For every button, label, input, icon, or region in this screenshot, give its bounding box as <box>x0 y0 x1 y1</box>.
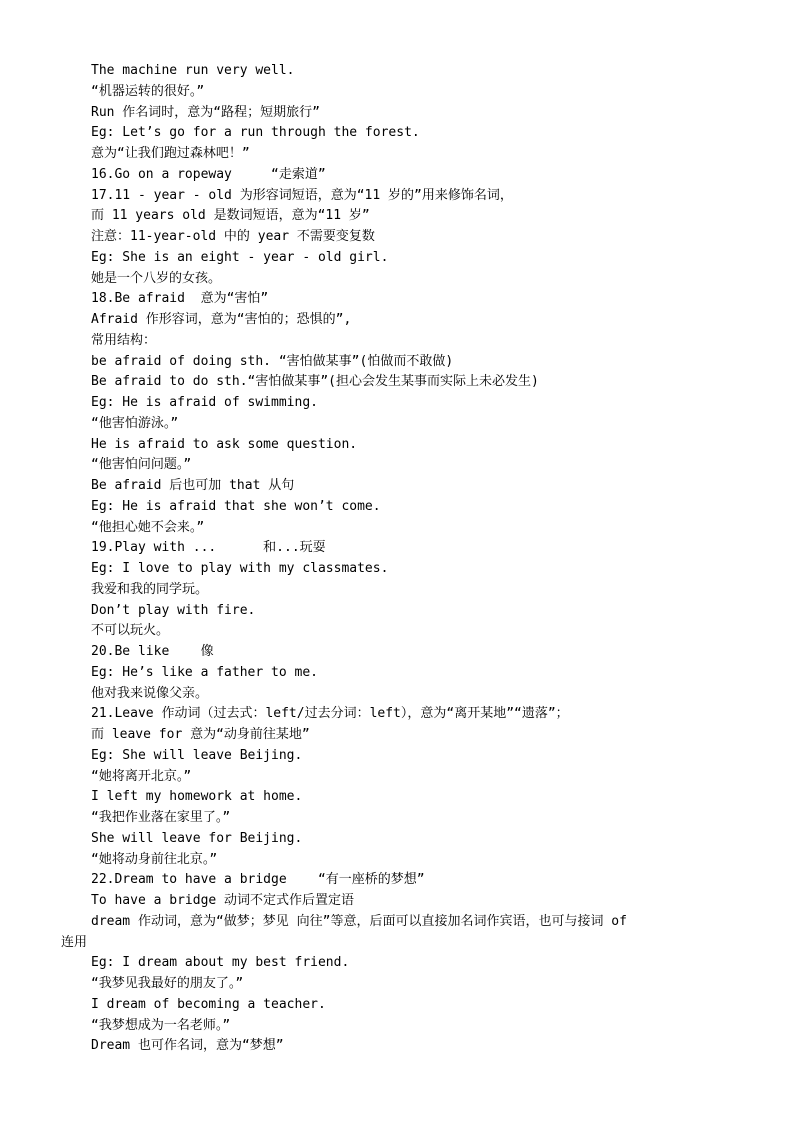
section-heading-16: 16.Go on a ropeway “走索道” <box>91 166 326 182</box>
text-line: “他害怕游泳。” <box>91 415 179 431</box>
text-line: 意为“让我们跑过森林吧！” <box>91 146 250 161</box>
text-line: “我梦见我最好的朋友了。” <box>91 976 244 991</box>
text-line: Eg: She will leave Beijing. <box>91 747 303 763</box>
text-line: To have a bridge 动词不定式作后置定语 <box>91 893 355 908</box>
text-line-continuation: 连用 <box>61 934 88 950</box>
text-line: The machine run very well. <box>91 63 295 78</box>
text-line: 而 11 years old 是数词短语，意为“11 岁” <box>91 208 370 224</box>
text-line: 而 leave for 意为“动身前往某地” <box>91 727 310 742</box>
text-line: 注意：11-year-old 中的 year 不需要变复数 <box>91 229 375 244</box>
text-line: Eg: She is an eight - year - old girl. <box>91 249 389 265</box>
text-line: “她将动身前往北京。” <box>91 851 218 867</box>
text-line: I left my homework at home. <box>91 789 303 805</box>
text-line: Don’t play with fire. <box>91 602 256 618</box>
text-line: Afraid 作形容词，意为“害怕的；恐惧的”, <box>91 312 352 327</box>
text-line: Be afraid 后也可加 that 从句 <box>91 478 295 493</box>
text-line: Eg: He’s like a father to me. <box>91 664 318 680</box>
text-line: “她将离开北京。” <box>91 768 192 784</box>
text-line: Eg: I love to play with my classmates. <box>91 561 389 576</box>
text-line: I dream of becoming a teacher. <box>91 996 326 1012</box>
text-line: “我把作业落在家里了。” <box>91 810 231 825</box>
text-line: Eg: Let’s go for a run through the forest. <box>91 125 420 141</box>
text-line: 他对我来说像父亲。 <box>91 685 209 701</box>
text-line: dream 作动词，意为“做梦；梦见 向往”等意，后面可以直接加名词作宾语，也可与接词 of <box>91 913 627 929</box>
text-line: 常用结构： <box>91 332 157 348</box>
text-line: He is afraid to ask some question. <box>91 436 358 452</box>
text-line: “他害怕问问题。” <box>91 457 192 473</box>
section-heading-21: 21.Leave 作动词（过去式：left/过去分词：left），意为“离开某地”“遗落”； <box>91 706 569 722</box>
text-line: Dream 也可作名词，意为“梦想” <box>91 1038 284 1054</box>
text-line: Eg: He is afraid of swimming. <box>91 395 318 410</box>
text-line: 不可以玩火。 <box>91 623 170 639</box>
text-line: Eg: I dream about my best friend. <box>91 955 350 971</box>
text-line: Be afraid to do sth.“害怕做某事”(担心会发生某事而实际上未必发生) <box>91 374 539 390</box>
text-line: Eg: He is afraid that she won’t come. <box>91 498 381 514</box>
text-line: 我爱和我的同学玩。 <box>91 581 209 597</box>
text-line: Run 作名词时，意为“路程；短期旅行” <box>91 104 320 120</box>
section-heading-19: 19.Play with ... 和...玩耍 <box>91 540 326 556</box>
document-body <box>61 61 741 1057</box>
section-heading-17: 17.11 - year - old 为形容词短语，意为“11 岁的”用来修饰名词， <box>91 187 513 203</box>
section-heading-22: 22.Dream to have a bridge “有一座桥的梦想” <box>91 872 425 888</box>
text-line: “我梦想成为一名老师。” <box>91 1017 231 1033</box>
section-heading-18: 18.Be afraid 意为“害怕” <box>91 291 269 307</box>
text-line: 她是一个八岁的女孩。 <box>91 270 222 286</box>
text-line: be afraid of doing sth. “害怕做某事”(怕做而不敢做) <box>91 353 454 369</box>
section-heading-20: 20.Be like 像 <box>91 644 214 659</box>
text-line: “机器运转的很好。” <box>91 83 205 99</box>
text-line: “他担心她不会来。” <box>91 519 205 535</box>
text-line: She will leave for Beijing. <box>91 830 303 846</box>
